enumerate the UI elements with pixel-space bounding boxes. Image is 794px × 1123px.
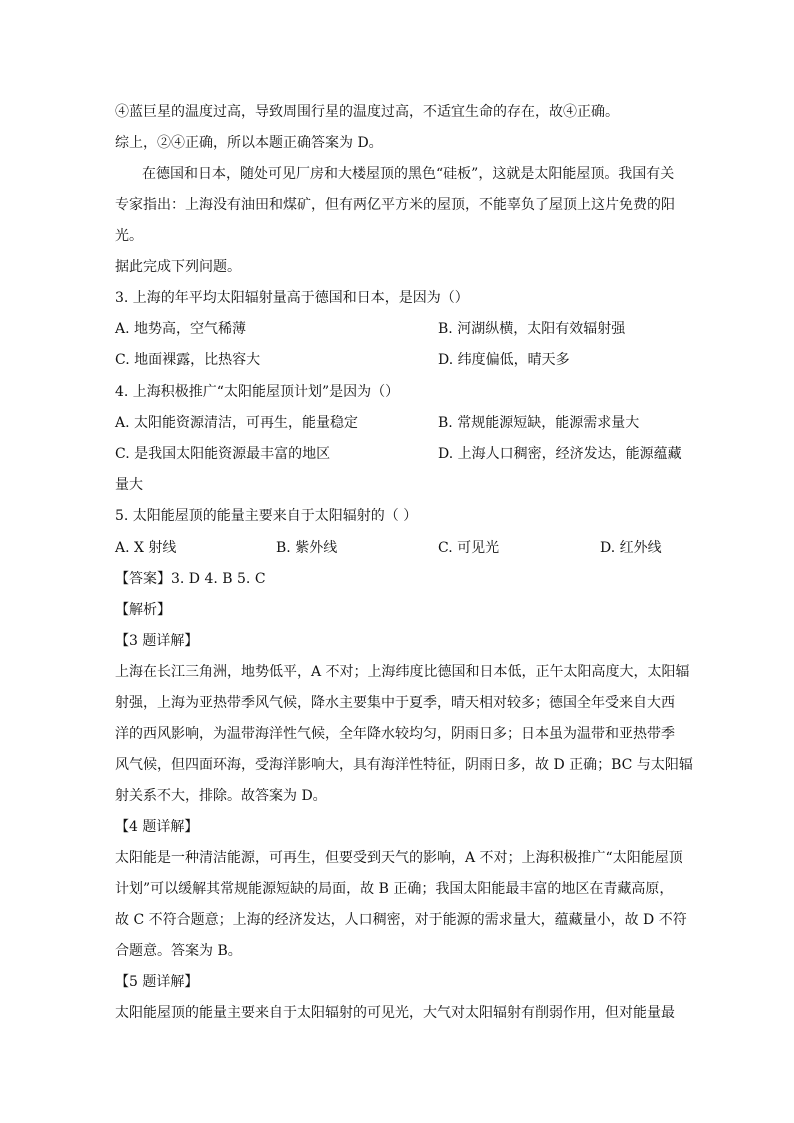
option-5a: A. X 射线 <box>115 540 177 556</box>
text-line: ④蓝巨星的温度过高，导致周围行星的温度过高，不适宜生命的存在，故④正确。 <box>115 104 619 120</box>
option-4c: C. 是我国太阳能资源最丰富的地区 <box>115 446 331 462</box>
q4-text-line: 合题意。答案为 B。 <box>115 943 242 959</box>
option-3c: C. 地面裸露，比热容大 <box>115 352 261 368</box>
question-stem-5: 5. 太阳能屋顶的能量主要来自于太阳辐射的（ ） <box>115 508 418 524</box>
answer-line: 【答案】3. D 4. B 5. C <box>115 571 266 587</box>
option-5c: C. 可见光 <box>438 540 500 556</box>
q5-text-line: 太阳能屋顶的能量主要来自于太阳辐射的可见光，大气对太阳辐射有削弱作用，但对能量最 <box>115 1005 675 1021</box>
q4-heading: 【4 题详解】 <box>115 819 199 835</box>
option-4b: B. 常规能源短缺，能源需求量大 <box>438 415 640 431</box>
analysis-heading: 【解析】 <box>115 602 171 618</box>
q4-text-line: 故 C 不符合题意；上海的经济发达，人口稠密，对于能源的需求量大，蕴藏量小，故 D 不符 <box>115 912 687 928</box>
q3-text-line: 洋的西风影响，为温带海洋性气候，全年降水较均匀，阴雨日多；日本虽为温带和亚热带季 <box>115 726 675 742</box>
material-line: 专家指出：上海没有油田和煤矿，但有两亿平方米的屋顶，不能辜负了屋顶上这片免费的阳 <box>115 197 675 213</box>
option-4d: D. 上海人口稠密，经济发达，能源蕴藏 <box>438 446 682 462</box>
q3-text-line: 射关系不大，排除。故答案为 D。 <box>115 788 327 804</box>
q5-heading: 【5 题详解】 <box>115 974 199 990</box>
q4-text-line: 计划”可以缓解其常规能源短缺的局面，故 B 正确；我国太阳能最丰富的地区在青藏高原， <box>115 881 674 897</box>
text-line: 综上，②④正确，所以本题正确答案为 D。 <box>115 135 383 151</box>
q3-text-line: 射强，上海为亚热带季风气候，降水主要集中于夏季，晴天相对较多；德国全年受来自大西 <box>115 695 675 711</box>
q3-heading: 【3 题详解】 <box>115 633 199 649</box>
material-line: 光。 <box>115 228 143 244</box>
question-stem-4: 4. 上海积极推广“太阳能屋顶计划”是因为（） <box>115 384 400 400</box>
q3-text-line: 风气候，但四面环海，受海洋影响大，具有海洋性特征，阴雨日多，故 D 正确；BC 与太阳辐 <box>115 757 693 773</box>
q3-text-line: 上海在长江三角洲，地势低平，A 不对；上海纬度比德国和日本低，正午太阳高度大，太阳辐 <box>115 664 690 680</box>
option-4d-continuation: 量大 <box>115 477 143 493</box>
option-3a: A. 地势高，空气稀薄 <box>115 321 247 337</box>
option-3b: B. 河湖纵横，太阳有效辐射强 <box>438 321 626 337</box>
question-stem-3: 3. 上海的年平均太阳辐射量高于德国和日本，是因为（） <box>115 290 469 306</box>
instruction-line: 据此完成下列问题。 <box>115 259 241 275</box>
option-3d: D. 纬度偏低，晴天多 <box>438 352 570 368</box>
option-5b: B. 紫外线 <box>276 540 338 556</box>
option-5d: D. 红外线 <box>600 540 662 556</box>
material-line: 在德国和日本，随处可见厂房和大楼屋顶的黑色“硅板”，这就是太阳能屋顶。我国有关 <box>142 166 675 182</box>
option-4a: A. 太阳能资源清洁，可再生，能量稳定 <box>115 415 359 431</box>
q4-text-line: 太阳能是一种清洁能源，可再生，但要受到天气的影响，A 不对；上海积极推广“太阳能屋顶 <box>115 850 683 866</box>
